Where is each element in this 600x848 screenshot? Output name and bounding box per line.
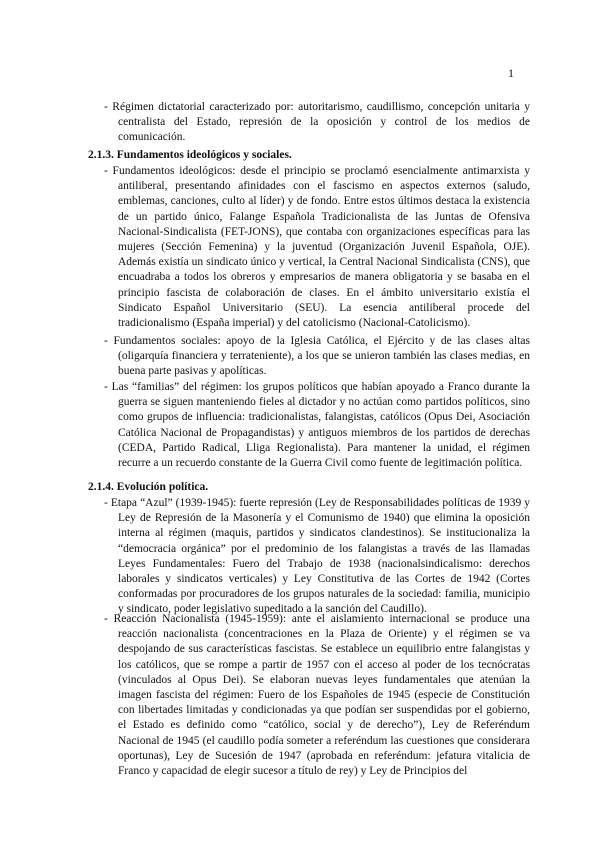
page-number: 1 [508, 66, 514, 80]
paragraph-fundamentos-sociales: - Fundamentos sociales: apoyo de la Iglesia Católica, el Ejército y de las clases altas (oligarquía financiera y terrateniente), a los que se unieron también las clases medias, en buena parte pasivas y apolíticas. [104, 335, 530, 378]
paragraph-familias-regimen: - Las “familias” del régimen: los grupos políticos que habían apoyado a Franco durante la guerra se siguen manteniendo fieles al dictador y no actúan como partidos políticos, sino como grupos de influencia: tradicionalistas, falangistas, católicos (Opus Dei, Asociación Católica Nacional de Propagandistas) y antiguos miembros de los partidos de derechas (CEDA, Partido Radical, Lliga Regionalista). Para mantener la unidad, el régimen recurre a un recuerdo constante de la Guerra Civil como fuente de legitimación política. [104, 381, 530, 470]
paragraph-etapa-azul: - Etapa “Azul” (1939-1945): fuerte represión (Ley de Responsabilidades políticas de 1939 y Ley de Represión de la Masonería y el Comunismo de 1940) que elimina la oposición interna al régimen (maquis, partidos y sindicatos clandestinos). Se institucionaliza la “democracia orgánica” por el predominio de los falangistas a través de las llamadas Leyes Fundamentales: Fuero del Trabajo de 1938 (nacionalsindicalismo: derechos laborales y sindicatos verticales) y Ley Constitutiva de las Cortes de 1942 (Cortes conformadas por procuradores de los grupos naturales de la sociedad: familia, municipio y sindicato, poder legislativo supeditado a la sanción del Caudillo). [104, 497, 530, 616]
paragraph-fundamentos-ideologicos: - Fundamentos ideológicos: desde el principio se proclamó esencialmente antimarxista y antiliberal, presentando afinidades con el fascismo en aspectos externos (saludo, emblemas, canciones, culto al líder) y de fondo. Entre estos últimos destaca la existencia de un partido único, Falange Española Tradicionalista de las Juntas de Ofensiva Nacional-Sindicalista (FET-JONS), que contaba con organizaciones específicas para las mujeres (Sección Femenina) y la juventud (Organización Juvenil Española, OJE). Además existía un sindicato único y vertical, la Central Nacional Sindicalista (CNS), que encuadraba a todos los obreros y empresarios de manera obligatoria y se basaba en el principio fascista de colaboración de clases. En el ámbito universitario existía el Sindicato Español Universitario (SEU). La esencia antiliberal procede del tradicionalismo (España imperial) y del catolicismo (Nacional-Catolicismo). [104, 165, 530, 330]
paragraph-regimen-dictatorial: - Régimen dictatorial caracterizado por: autoritarismo, caudillismo, concepción unitaria y centralista del Estado, represión de la oposición y control de los medios de comunicación. [104, 101, 530, 144]
paragraph-reaccion-nacionalista: - Reacción Nacionalista (1945-1959): ante el aislamiento internacional se produce una reacción nacionalista (concentraciones en la Plaza de Oriente) y el régimen se va despojando de sus características fascistas. Se establece un equilibrio entre falangistas y los católicos, que se rompe a partir de 1957 con el acceso al poder de los tecnócratas (vinculados al Opus Dei). Se elaboran nuevas leyes fundamentales que atenúan la imagen fascista del régimen: Fuero de los Españoles de 1945 (especie de Constitución con libertades limitadas y condicionadas ya que podían ser suspendidas por el gobierno, el Estado es definido como “católico, social y de derecho”), Ley de Referéndum Nacional de 1945 (el caudillo podía someter a referéndum las cuestiones que considerara oportunas), Ley de Sucesión de 1947 (aprobada en referéndum: jefatura vitalicia de Franco y capacidad de elegir sucesor a título de rey) y Ley de Principios del [104, 613, 530, 778]
heading-evolucion-politica: 2.1.4. Evolución política. [88, 481, 209, 493]
heading-fundamentos: 2.1.3. Fundamentos ideológicos y sociales. [88, 149, 292, 161]
